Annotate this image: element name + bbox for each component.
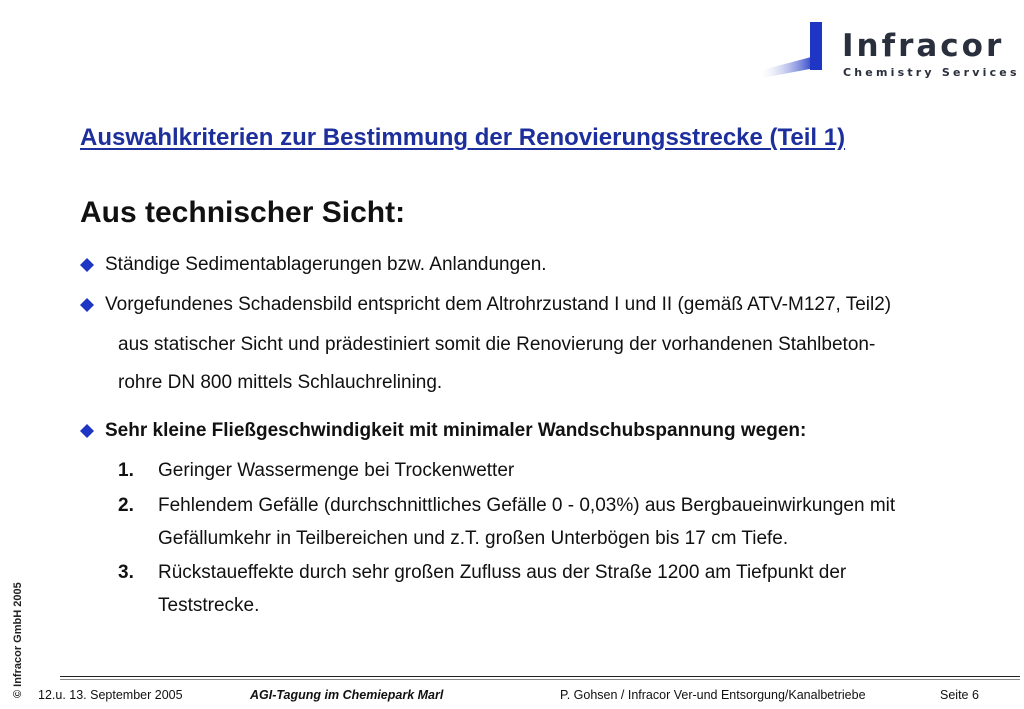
footer-divider [60, 676, 1020, 677]
diamond-bullet-icon [80, 258, 94, 272]
footer-event: AGI-Tagung im Chemiepark Marl [250, 688, 444, 702]
copyright-notice [8, 560, 24, 700]
slide-title: Auswahlkriterien zur Bestimmung der Renovierungsstrecke (Teil 1) [80, 124, 846, 151]
list-number: 3. [118, 562, 134, 583]
list-number: 1. [118, 460, 134, 481]
numbered-item-text: Fehlendem Gefälle (durchschnittliches Gefälle 0 - 0,03%) aus Bergbaueinwirkungen mit [158, 495, 896, 516]
diamond-bullet-icon [80, 424, 94, 438]
copyright-text: © Infracor GmbH 2005 [12, 582, 24, 698]
bullet-text: Ständige Sedimentablagerungen bzw. Anlandungen. [105, 254, 547, 275]
list-number: 2. [118, 495, 134, 516]
footer-page-number: Seite 6 [940, 688, 979, 702]
footer-divider [60, 679, 1020, 680]
footer-author: P. Gohsen / Infracor Ver-und Entsorgung/Kanalbetriebe [560, 688, 866, 702]
numbered-item-text-continuation: Gefällumkehr in Teilbereichen und z.T. großen Unterbögen bis 17 cm Tiefe. [158, 528, 789, 549]
section-heading: Aus technischer Sicht: [80, 196, 406, 229]
bullet-text: Vorgefundenes Schadensbild entspricht dem Altrohrzustand I und II (gemäß ATV-M127, Teil2) [105, 294, 892, 315]
logo-name: Infracor [842, 28, 1005, 64]
bullet-text-continuation: aus statischer Sicht und prädestiniert somit die Renovierung der vorhandenen Stahlbeton- [118, 334, 876, 355]
numbered-item-text-continuation: Teststrecke. [158, 595, 260, 616]
numbered-item-text: Rückstaueffekte durch sehr großen Zufluss aus der Straße 1200 am Tiefpunkt der [158, 562, 847, 583]
logo-subtitle: Chemistry Services [843, 66, 1020, 79]
footer-date: 12.u. 13. September 2005 [38, 688, 183, 702]
bullet-text-bold: Sehr kleine Fließgeschwindigkeit mit minimaler Wandschubspannung wegen: [105, 420, 807, 441]
infracor-logo-mark [760, 18, 830, 80]
numbered-item-text: Geringer Wassermenge bei Trockenwetter [158, 460, 515, 481]
bullet-text-continuation: rohre DN 800 mittels Schlauchrelining. [118, 372, 443, 393]
diamond-bullet-icon [80, 298, 94, 312]
